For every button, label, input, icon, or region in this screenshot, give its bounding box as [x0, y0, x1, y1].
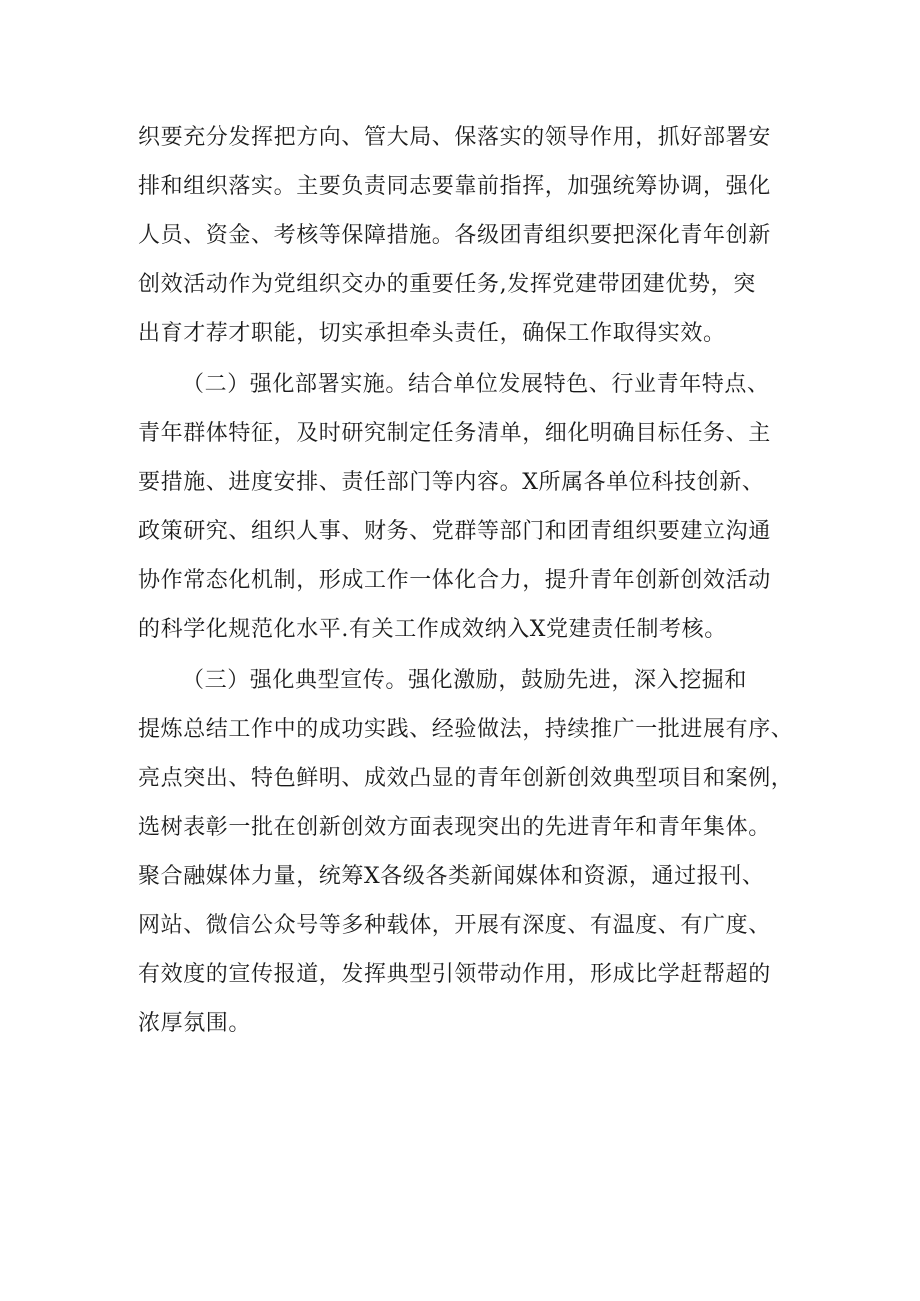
paragraph-publicity	[138, 656, 794, 1048]
text-line: 人员、资金、考核等保障措施。各级团青组织要把深化青年创新	[138, 223, 771, 248]
text-line: （二）强化部署实施。结合单位发展特色、行业青年特点、	[182, 372, 770, 397]
text-line: 政策研究、组织人事、财务、党群等部门和团青组织要建立沟通	[138, 519, 771, 544]
text-line: 选树表彰一批在创新创效方面表现突出的先进青年和青年集体。	[138, 815, 771, 840]
text-line: 青年群体特征，及时研究制定任务清单，细化明确目标任务、主	[138, 421, 771, 446]
document-body	[138, 113, 794, 1048]
text-line: （三）强化典型宣传。强化激励，鼓励先进，深入挖掘和	[182, 668, 748, 693]
text-line: 织要充分发挥把方向、管大局、保落实的领导作用，抓好部署安	[138, 125, 771, 150]
text-line: 协作常态化机制，形成工作一体化合力，提升青年创新创效活动	[138, 568, 771, 593]
text-line: 的科学化规范化水平.有关工作成效纳入X党建责任制考核。	[138, 617, 727, 642]
text-line: 网站、微信公众号等多种载体，开展有深度、有温度、有广度、	[138, 913, 771, 938]
text-line: 聚合融媒体力量，统筹X各级各类新闻媒体和资源，通过报刊、	[138, 864, 765, 889]
text-line: 浓厚氛围。	[138, 1011, 252, 1036]
text-line: 要措施、进度安排、责任部门等内容。X所属各单位科技创新、	[138, 470, 765, 495]
text-line: 出育才荐才职能，切实承担牵头责任，确保工作取得实效。	[138, 321, 726, 346]
text-line: 提炼总结工作中的成功实践、经验做法，持续推广一批进展有序、	[138, 717, 794, 742]
text-line: 有效度的宣传报道，发挥典型引领带动作用，形成比学赶帮超的	[138, 962, 771, 987]
text-line: 亮点突出、特色鲜明、成效凸显的青年创新创效典型项目和案例，	[138, 766, 794, 791]
text-line: 创效活动作为党组织交办的重要任务,发挥党建带团建优势，突	[138, 272, 756, 297]
text-line: 排和组织落实。主要负责同志要靠前指挥，加强统筹协调，强化	[138, 174, 771, 199]
paragraph-deployment	[138, 360, 788, 654]
paragraph-leadership	[138, 113, 788, 358]
